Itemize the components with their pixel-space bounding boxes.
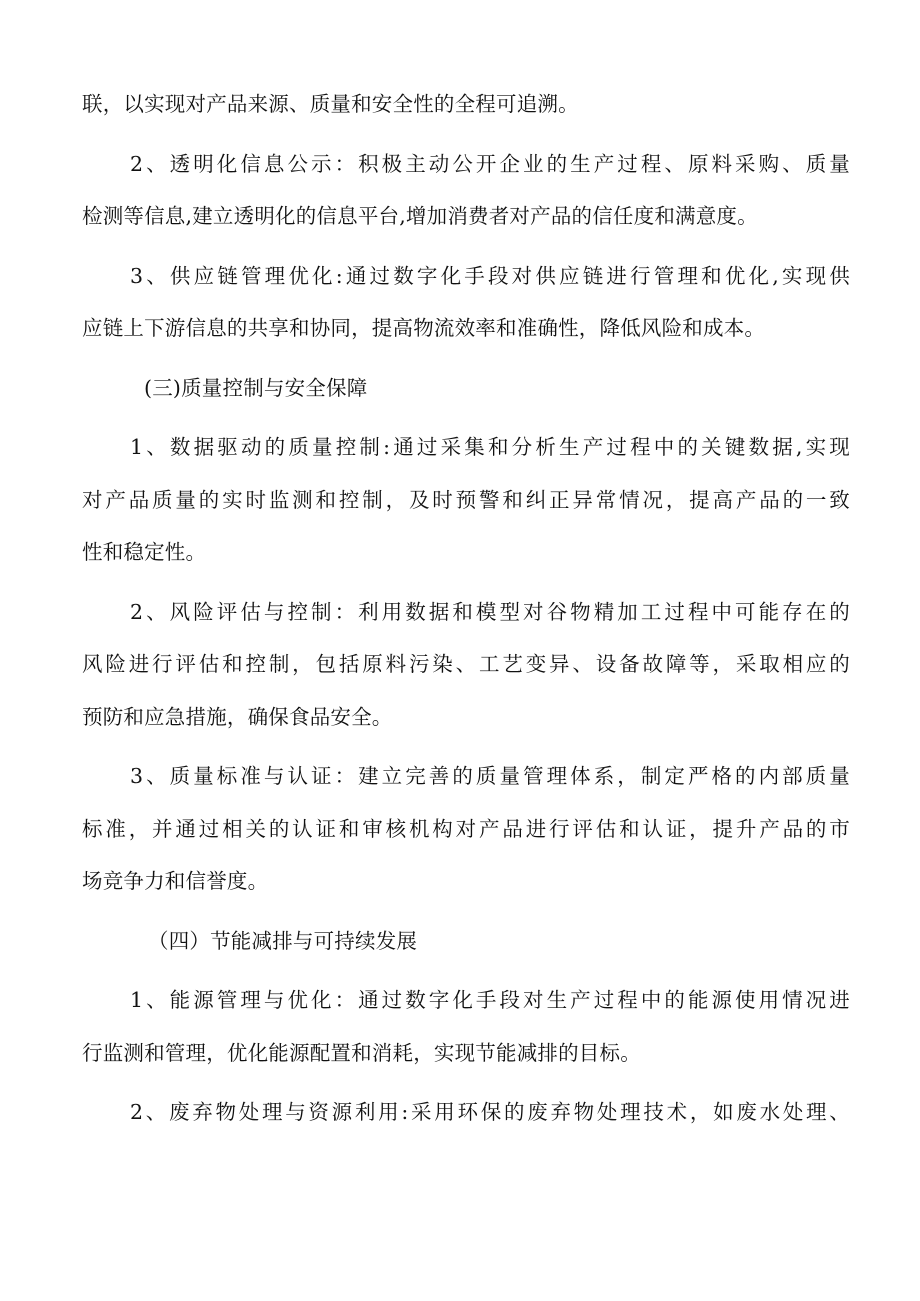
text-line: 3、质量标准与认证：建立完善的质量管理体系，制定严格的内部质量 [130, 764, 850, 788]
text-line: 场竞争力和信誉度。 [82, 869, 269, 893]
paragraph-risk-assessment [82, 586, 850, 744]
text-line: 行监测和管理，优化能源配置和消耗，实现节能减排的目标。 [82, 1040, 641, 1065]
text-line: 1、能源管理与优化：通过数字化手段对生产过程中的能源使用情况进 [130, 988, 850, 1012]
section-heading-quality [82, 362, 850, 415]
heading-text: (三)质量控制与安全保障 [144, 375, 368, 400]
document-body [82, 78, 850, 1139]
text-line: 预防和应急措施，确保食品安全。 [82, 704, 393, 729]
text-line: 性和稳定性。 [82, 540, 207, 564]
text-line: 2、风险评估与控制：利用数据和模型对谷物精加工过程中可能存在的 [130, 599, 850, 624]
paragraph-transparent-info [82, 138, 850, 243]
paragraph-waste-treatment [82, 1086, 850, 1139]
text-line: 1、数据驱动的质量控制:通过采集和分析生产过程中的关键数据,实现 [130, 435, 850, 459]
paragraph-supply-chain [82, 250, 850, 355]
paragraph-quality-standards [82, 750, 850, 908]
text-line: 风险进行评估和控制，包括原料污染、工艺变异、设备故障等，采取相应的 [82, 652, 850, 676]
paragraph-data-driven-quality [82, 421, 850, 579]
text-line: 联，以实现对产品来源、质量和安全性的全程可追溯。 [82, 92, 579, 116]
heading-text: （四）节能减排与可持续发展 [148, 928, 418, 953]
text-line: 2、透明化信息公示：积极主动公开企业的生产过程、原料采购、质量 [130, 151, 850, 176]
text-line: 检测等信息,建立透明化的信息平台,增加消费者对产品的信任度和满意度。 [82, 204, 758, 228]
text-line: 应链上下游信息的共享和协同，提高物流效率和准确性，降低风险和成本。 [82, 316, 766, 340]
text-line: 对产品质量的实时监测和控制，及时预警和纠正异常情况，提高产品的一致 [82, 487, 850, 512]
text-line: 2、废弃物处理与资源利用:采用环保的废弃物处理技术，如废水处理、 [130, 1100, 850, 1124]
paragraph-energy-management [82, 974, 850, 1079]
section-heading-energy [82, 915, 850, 968]
text-line: 3、供应链管理优化:通过数字化手段对供应链进行管理和优化,实现供 [130, 263, 850, 288]
text-line: 标准，并通过相关的认证和审核机构对产品进行评估和认证，提升产品的市 [82, 816, 850, 841]
paragraph-continuation [82, 78, 850, 131]
